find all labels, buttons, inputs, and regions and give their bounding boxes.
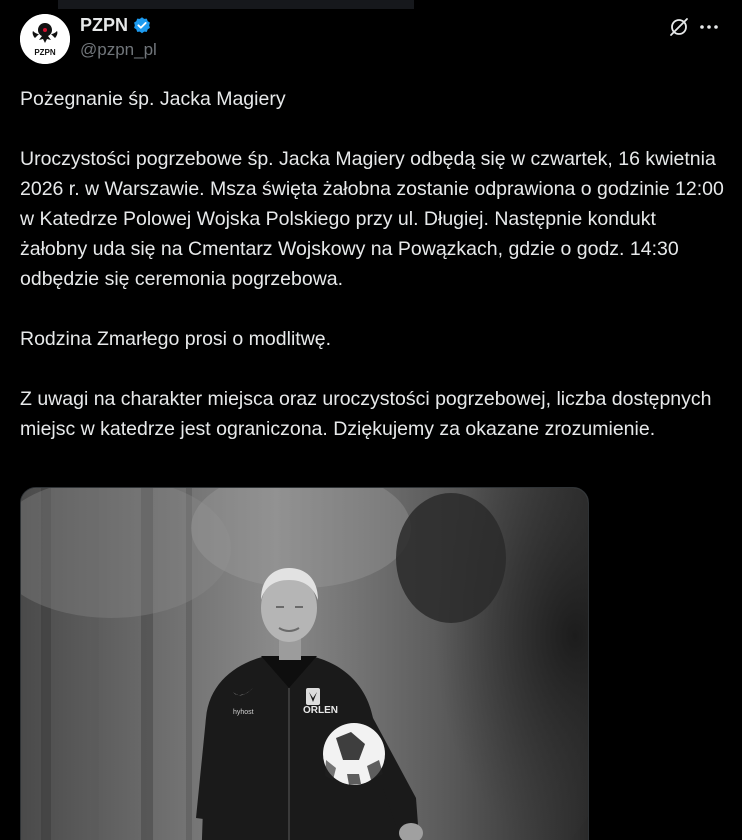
grok-icon[interactable] [668,16,690,38]
verified-badge-icon[interactable] [132,16,152,36]
tweet-paragraph: Z uwagi na charakter miejsca oraz uroczystości pogrzebowej, liczba dostępnych miejsc w katedrze jest ograniczona. Dziękujemy za okazane zrozumienie. [20,388,712,440]
display-name[interactable]: PZPN [80,15,129,35]
avatar[interactable] [20,14,70,64]
photo-image [21,488,588,840]
tweet-paragraph: Pożegnanie śp. Jacka Magiery [20,88,286,110]
tweet-paragraph: Uroczystości pogrzebowe śp. Jacka Magiery odbędą się w czwartek, 16 kwietnia 2026 r. w Warszawie. Msza święta żałobna zostanie odprawiona o godzinie 12:00 w Katedrze Polowej Wojska Polskiego przy ul. Długiej. Następnie kondukt żałobny uda się na Cmentarz Wojskowy na Powązkach, gdzie o godz. 14:30 odbędzie się ceremonia pogrzebowa. [20,148,724,290]
more-options-icon[interactable] [698,16,720,38]
name-row [80,15,152,36]
avatar-label: PZPN [34,48,56,57]
handle[interactable]: @pzpn_pl [80,40,157,59]
tweet-photo[interactable] [20,487,589,840]
jacket-brand-label: ORLEN [303,705,338,716]
tweet-header [20,12,720,64]
tweet-text [20,84,725,444]
tweet-paragraph: Rodzina Zmarłego prosi o modlitwę. [20,328,332,350]
top-scroll-strip [58,0,414,9]
pzpn-logo-icon [20,14,70,64]
jacket-small-logo: hyhost [233,709,254,716]
